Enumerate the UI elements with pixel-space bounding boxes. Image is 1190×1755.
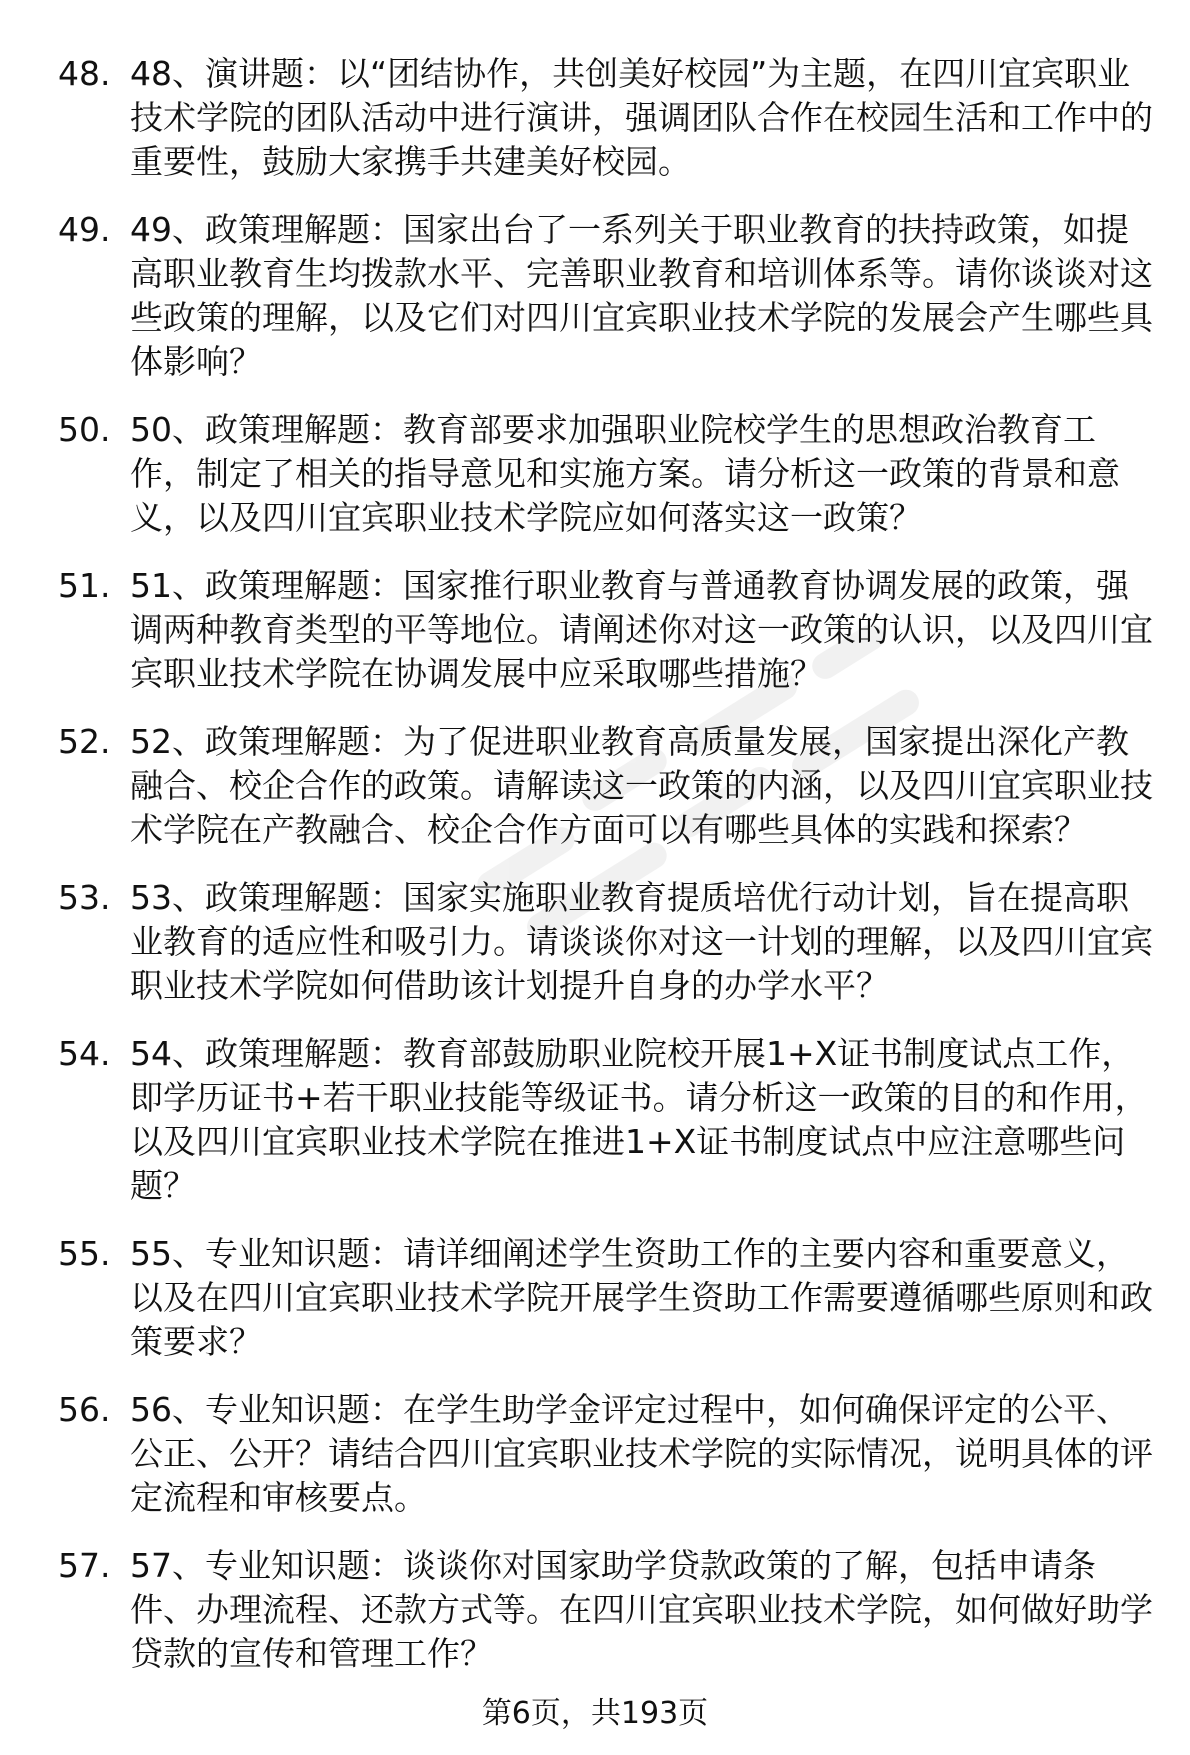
question-text: 54、政策理解题：教育部鼓励职业院校开展1+X证书制度试点工作，即学历证书+若干职业技能等级证书。请分析这一政策的目的和作用，以及四川宜宾职业技术学院在推进1+X证书制度试点中应注意哪些问题？ (130, 1034, 1148, 1205)
question-text: 48、演讲题：以“团结协作，共创美好校园”为主题，在四川宜宾职业技术学院的团队活动中进行演讲，强调团队合作在校园生活和工作中的重要性，鼓励大家携手共建美好校园。 (130, 54, 1153, 181)
question-number: 52. (58, 722, 111, 761)
question-text: 51、政策理解题：国家推行职业教育与普通教育协调发展的政策，强调两种教育类型的平等地位。请阐述你对这一政策的认识，以及四川宜宾职业技术学院在协调发展中应采取哪些措施？ (130, 566, 1153, 693)
question-item-57 (58, 1544, 1158, 1676)
question-number: 48. (58, 54, 111, 93)
question-text: 56、专业知识题：在学生助学金评定过程中，如何确保评定的公平、公正、公开？请结合四川宜宾职业技术学院的实际情况，说明具体的评定流程和审核要点。 (130, 1390, 1153, 1517)
question-text: 55、专业知识题：请详细阐述学生资助工作的主要内容和重要意义，以及在四川宜宾职业技术学院开展学生资助工作需要遵循哪些原则和政策要求？ (130, 1234, 1153, 1361)
question-text: 53、政策理解题：国家实施职业教育提质培优行动计划，旨在提高职业教育的适应性和吸引力。请谈谈你对这一计划的理解，以及四川宜宾职业技术学院如何借助该计划提升自身的办学水平？ (130, 878, 1153, 1005)
question-item-54 (58, 1032, 1158, 1208)
question-number: 51. (58, 566, 111, 605)
question-item-50 (58, 408, 1158, 540)
question-item-48 (58, 52, 1158, 184)
question-number: 56. (58, 1390, 111, 1429)
question-text: 57、专业知识题：谈谈你对国家助学贷款政策的了解，包括申请条件、办理流程、还款方式等。在四川宜宾职业技术学院，如何做好助学贷款的宣传和管理工作？ (130, 1546, 1153, 1673)
question-item-49 (58, 208, 1158, 384)
question-number: 54. (58, 1034, 111, 1073)
question-item-55 (58, 1232, 1158, 1364)
question-number: 53. (58, 878, 111, 917)
question-text: 50、政策理解题：教育部要求加强职业院校学生的思想政治教育工作，制定了相关的指导意见和实施方案。请分析这一政策的背景和意义，以及四川宜宾职业技术学院应如何落实这一政策？ (130, 410, 1120, 537)
question-number: 55. (58, 1234, 111, 1273)
question-item-53 (58, 876, 1158, 1008)
question-item-51 (58, 564, 1158, 696)
question-text: 52、政策理解题：为了促进职业教育高质量发展，国家提出深化产教融合、校企合作的政策。请解读这一政策的内涵，以及四川宜宾职业技术学院在产教融合、校企合作方面可以有哪些具体的实践和探索？ (130, 722, 1153, 849)
question-text: 49、政策理解题：国家出台了一系列关于职业教育的扶持政策，如提高职业教育生均拨款水平、完善职业教育和培训体系等。请你谈谈对这些政策的理解，以及它们对四川宜宾职业技术学院的发展会产生哪些具体影响？ (130, 210, 1153, 381)
question-item-52 (58, 720, 1158, 852)
question-number: 49. (58, 210, 111, 249)
question-number: 50. (58, 410, 111, 449)
question-number: 57. (58, 1546, 111, 1585)
page-footer: 第6页，共193页 (481, 1696, 709, 1731)
question-item-56 (58, 1388, 1158, 1520)
question-list (58, 52, 1158, 1700)
